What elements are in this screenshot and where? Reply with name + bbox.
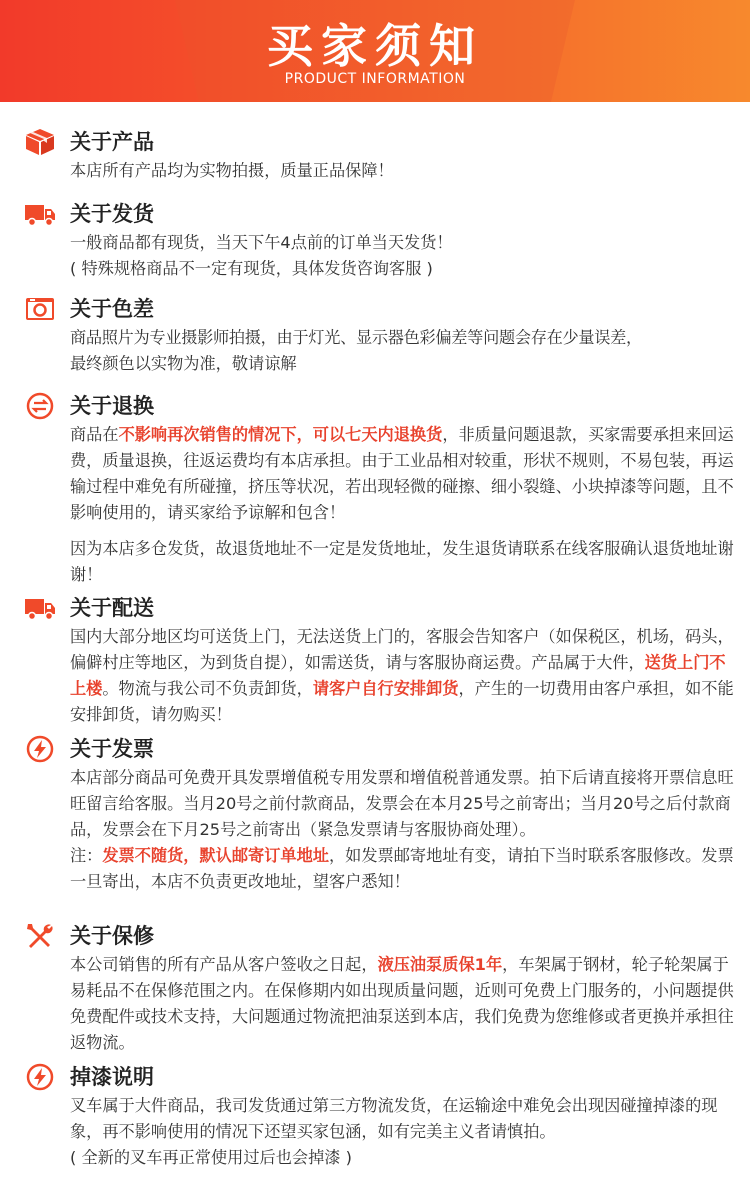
section-title: 关于配送: [70, 596, 154, 620]
section-text: 注：发票不随货，默认邮寄订单地址，如发票邮寄地址有变，请拍下当时联系客服修改。发票一旦寄出，本店不负责更改地址，望客户悉知！: [70, 846, 734, 891]
section-title: 掉漆说明: [70, 1065, 154, 1089]
section-shipping: [24, 200, 736, 282]
section-text: 叉车属于大件商品，我司发货通过第三方物流发货，在运输途中难免会出现因碰撞掉漆的现象，再不影响使用的情况下还望买家包涵，如有完美主义者请慎拍。: [70, 1096, 718, 1141]
section-product: [24, 128, 736, 184]
header-banner: [0, 0, 750, 102]
section-text: 本店部分商品可免费开具发票增值税专用发票和增值税普通发票。拍下后请直接将开票信息旺旺留言给客服。当月20号之前付款商品，发票会在本月25号之前寄出；当月20号之后付款商品，发票会在下月25号之前寄出（紧急发票请与客服协商处理）。: [70, 768, 734, 839]
exchange-icon: [24, 392, 56, 420]
section-return: [24, 392, 736, 588]
section-title: 关于退换: [70, 394, 154, 418]
section-text: 一般商品都有现货，当天下午4点前的订单当天发货！: [70, 233, 453, 252]
section-color: [24, 295, 736, 377]
section-invoice: [24, 735, 736, 895]
section-title: 关于产品: [70, 130, 154, 154]
highlight-text: 液压油泵质保1年: [377, 955, 503, 974]
highlight-text: 不影响再次销售的情况下，可以七天内退换货: [118, 425, 443, 444]
section-title: 关于发货: [70, 202, 154, 226]
truck-icon: [24, 594, 56, 622]
section-text: 因为本店多仓发货，故退货地址不一定是发货地址，发生退货请联系在线客服确认退货地址谢谢！: [70, 539, 734, 584]
section-text: 本店所有产品均为实物拍摄，质量正品保障！: [70, 161, 394, 180]
highlight-text: 发票不随货，默认邮寄订单地址: [102, 846, 329, 865]
box-icon: [24, 128, 56, 156]
section-text: 最终颜色以实物为准，敬请谅解: [70, 354, 297, 373]
tools-icon: [24, 922, 56, 950]
page-subtitle: PRODUCT INFORMATION: [284, 71, 466, 87]
camera-icon: [24, 295, 56, 323]
section-title: 关于发票: [70, 737, 154, 761]
truck-icon: [24, 200, 56, 228]
section-text: 商品照片为专业摄影师拍摄，由于灯光、显示器色彩偏差等问题会存在少量误差，: [70, 328, 642, 347]
section-text: ( 全新的叉车再正常使用过后也会掉漆 ): [70, 1148, 352, 1167]
section-text: 商品在不影响再次销售的情况下，可以七天内退换货，非质量问题退款，买家需要承担来回运费，质量退换，往返运费均有本店承担。由于工业品相对较重，形状不规则，不易包装，再运输过程中难免有所碰撞，挤压等状况，若出现轻微的碰擦、细小裂缝、小块掉漆等问题，且不影响使用的，请买家给予谅解和包含！: [70, 425, 734, 522]
section-warranty: [24, 922, 736, 1056]
lightning-icon: [24, 1063, 56, 1091]
section-text: 国内大部分地区均可送货上门，无法送货上门的，客服会告知客户（如保税区，机场，码头，偏僻村庄等地区，为到货自提），如需送货，请与客服协商运费。产品属于大件，送货上门不上楼。物流与我公司不负责卸货，请客户自行安排卸货，产生的一切费用由客户承担，如不能安排卸货，请勿购买！: [70, 627, 734, 724]
section-title: 关于色差: [70, 297, 154, 321]
highlight-text: 请客户自行安排卸货: [312, 679, 459, 698]
lightning-icon: [24, 735, 56, 763]
section-title: 关于保修: [70, 924, 154, 948]
section-paint: [24, 1063, 736, 1171]
highlight-text: 送货上门不上楼: [70, 653, 726, 698]
section-text: ( 特殊规格商品不一定有现货，具体发货咨询客服 ): [70, 259, 433, 278]
page-title: 买家须知: [267, 19, 483, 73]
section-text: 本公司销售的所有产品从客户签收之日起，液压油泵质保1年，车架属于钢材，轮子轮架属于易耗品不在保修范围之内。在保修期内如出现质量问题，近则可免费上门服务的，小问题提供免费配件或技术支持，大问题通过物流把油泵送到本店，我们免费为您维修或者更换并承担往返物流。: [70, 955, 734, 1052]
section-delivery: [24, 594, 736, 728]
